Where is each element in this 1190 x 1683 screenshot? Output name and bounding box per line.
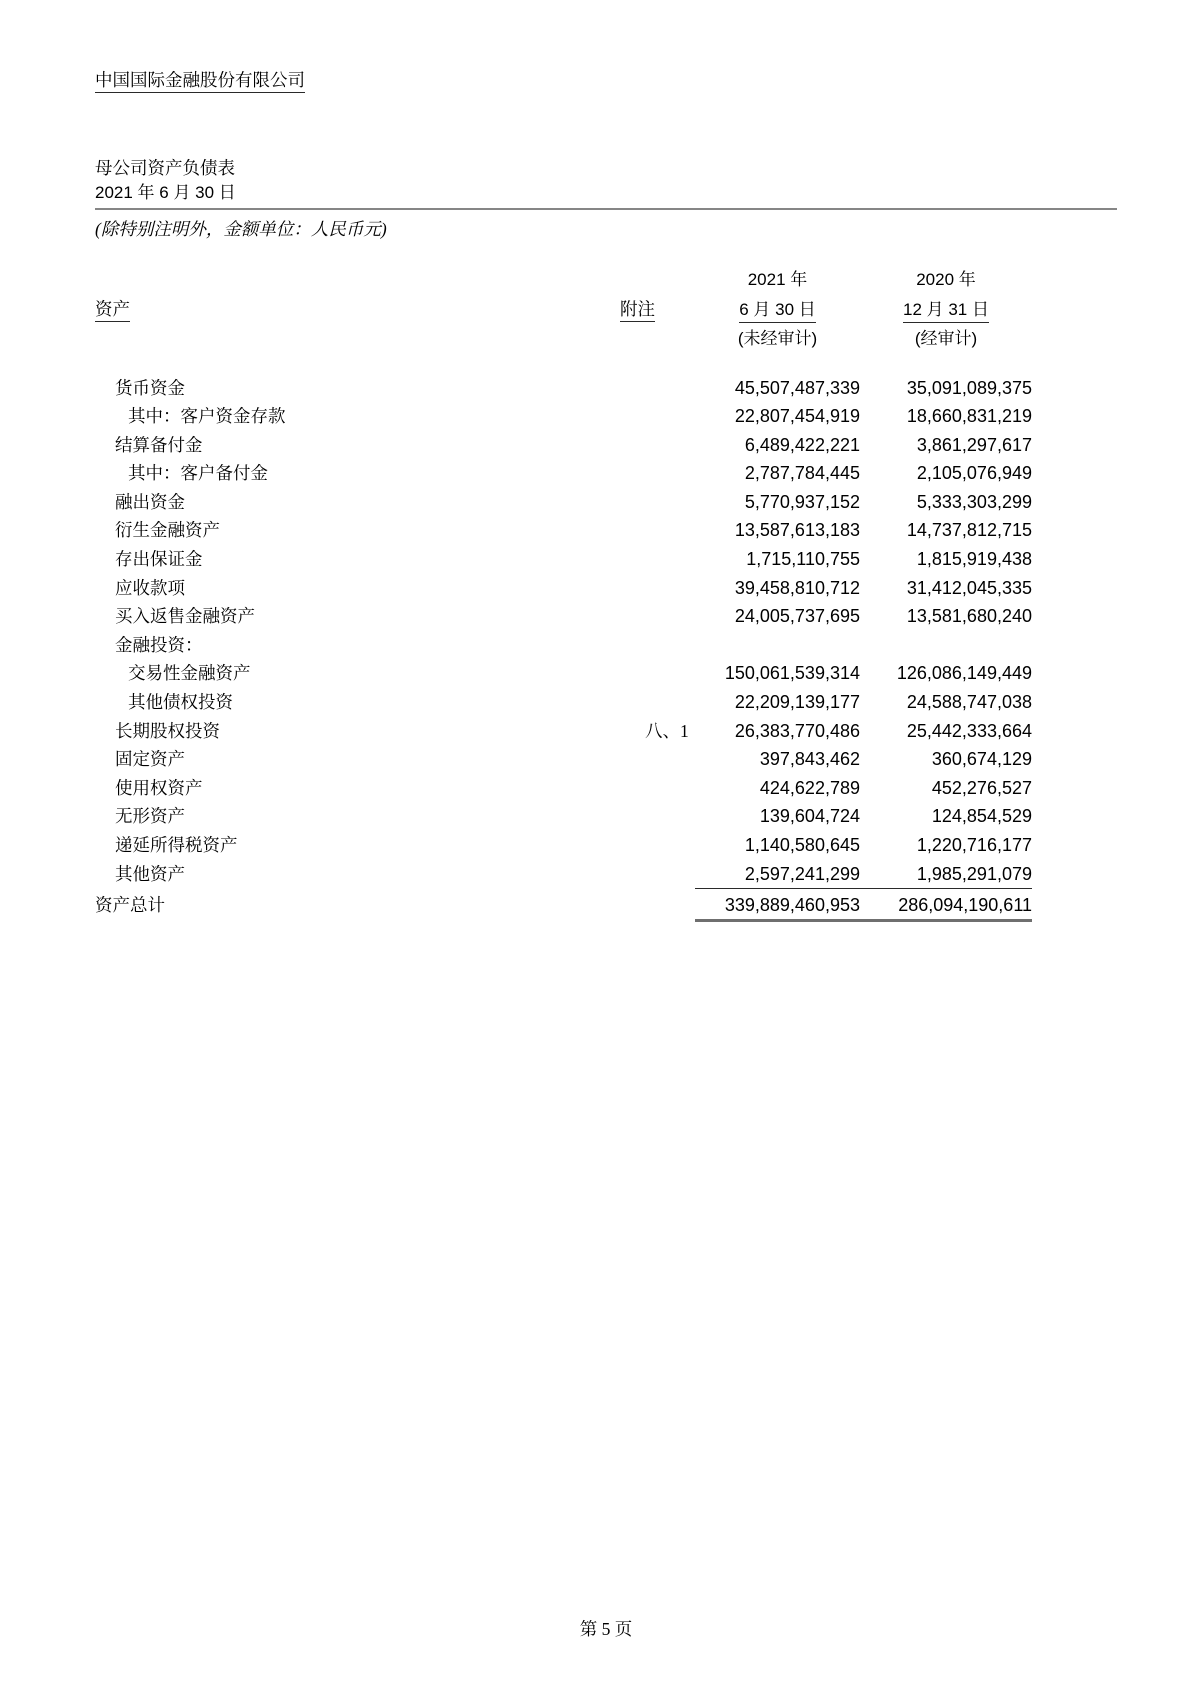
header-spacer <box>95 265 620 295</box>
row-label: 融出资金 <box>115 491 185 512</box>
header-spacer <box>620 324 695 354</box>
row-note <box>620 574 695 603</box>
row-value-2020: 25,442,333,664 <box>906 720 1032 741</box>
header-col1-audit: (未经审计) <box>737 329 818 348</box>
company-name-text: 中国国际金融股份有限公司 <box>95 70 305 93</box>
header-note-text: 附注 <box>620 298 655 322</box>
row-value-2020: 1,985,291,079 <box>916 863 1032 884</box>
row-label: 货币资金 <box>115 377 185 398</box>
row-note <box>620 659 695 688</box>
row-value-2021: 1,715,110,755 <box>746 549 860 570</box>
header-assets <box>95 295 620 325</box>
row-value-2021 <box>695 631 860 660</box>
row-note: 八、1 <box>645 720 689 741</box>
row-note <box>620 745 695 774</box>
total-value-2021: 339,889,460,953 <box>695 888 860 922</box>
row-value-2020: 13,581,680,240 <box>906 606 1032 627</box>
row-value-2021: 397,843,462 <box>759 749 860 770</box>
table-row <box>95 802 1032 831</box>
statement-title: 母公司资产负债表 <box>95 158 235 178</box>
header-col2-year: 2020 年 <box>916 270 976 289</box>
table-row <box>95 745 1032 774</box>
row-value-2021: 150,061,539,314 <box>724 663 860 684</box>
table-header <box>95 265 1032 354</box>
row-label: 其中：客户资金存款 <box>128 406 286 427</box>
row-value-2020: 14,737,812,715 <box>906 520 1032 541</box>
table-row <box>95 516 1032 545</box>
row-note <box>620 602 695 631</box>
row-value-2020: 5,333,303,299 <box>916 491 1032 512</box>
table-body <box>95 374 1117 889</box>
table-row <box>95 688 1032 717</box>
header-assets-text: 资产 <box>95 298 130 322</box>
header-col1-date <box>695 295 860 325</box>
row-note <box>620 831 695 860</box>
row-value-2020: 126,086,149,449 <box>896 663 1032 684</box>
row-label: 无形资产 <box>115 806 185 827</box>
row-note <box>620 374 695 403</box>
row-note <box>620 459 695 488</box>
statement-date: 2021 年 6 月 30 日 <box>95 181 1117 210</box>
row-label: 其他债权投资 <box>128 692 233 713</box>
row-value-2020: 1,220,716,177 <box>916 835 1032 855</box>
row-value-2021: 45,507,487,339 <box>734 377 860 398</box>
row-value-2020: 3,861,297,617 <box>916 434 1032 455</box>
row-note <box>620 631 695 660</box>
row-value-2020: 35,091,089,375 <box>906 377 1032 398</box>
row-value-2021: 2,787,784,445 <box>744 463 860 484</box>
table-row <box>95 717 1032 746</box>
table-row <box>95 374 1032 403</box>
header-spacer <box>95 324 620 354</box>
row-label: 结算备付金 <box>115 434 203 455</box>
row-label: 买入返售金融资产 <box>115 606 255 627</box>
row-value-2021: 22,209,139,177 <box>734 692 860 713</box>
row-value-2021: 6,489,422,221 <box>744 434 860 455</box>
company-name <box>95 68 1117 93</box>
table-row <box>95 659 1032 688</box>
row-label: 使用权资产 <box>115 777 203 798</box>
table-row <box>95 602 1032 631</box>
row-value-2021: 39,458,810,712 <box>734 577 860 598</box>
row-note <box>620 688 695 717</box>
unit-note: (除特别注明外，金额单位：人民币元) <box>95 219 387 239</box>
row-note <box>620 431 695 460</box>
total-label: 资产总计 <box>95 895 165 916</box>
total-row <box>95 888 1032 922</box>
row-label: 应收款项 <box>115 577 185 598</box>
row-note <box>620 545 695 574</box>
row-value-2020: 24,588,747,038 <box>906 692 1032 713</box>
row-value-2021: 424,622,789 <box>759 777 860 798</box>
row-value-2020: 18,660,831,219 <box>906 406 1032 427</box>
header-spacer <box>620 265 695 295</box>
header-col2-audit: (经审计) <box>914 329 978 348</box>
header-col1-year: 2021 年 <box>747 270 808 289</box>
row-value-2021: 5,770,937,152 <box>744 491 860 512</box>
total-value-2020: 286,094,190,611 <box>860 888 1032 922</box>
row-label: 其他资产 <box>115 863 185 884</box>
row-label: 金融投资： <box>115 634 203 655</box>
row-label: 递延所得税资产 <box>115 835 238 855</box>
row-note <box>620 774 695 803</box>
row-value-2021: 26,383,770,486 <box>734 720 860 741</box>
row-value-2021: 1,140,580,645 <box>744 835 860 855</box>
row-value-2020: 360,674,129 <box>931 749 1032 770</box>
row-value-2020: 31,412,045,335 <box>906 577 1032 598</box>
row-note <box>620 402 695 431</box>
row-value-2021: 24,005,737,695 <box>734 606 860 627</box>
row-value-2021: 2,597,241,299 <box>744 863 860 884</box>
row-label: 长期股权投资 <box>115 720 220 741</box>
row-value-2021: 139,604,724 <box>759 806 860 827</box>
row-note <box>620 516 695 545</box>
table-row <box>95 860 1032 889</box>
table-row <box>95 431 1032 460</box>
row-value-2021: 13,587,613,183 <box>734 520 860 541</box>
row-value-2020: 1,815,919,438 <box>916 549 1032 570</box>
row-value-2020: 2,105,076,949 <box>916 463 1032 484</box>
table-row <box>95 545 1032 574</box>
table-row <box>95 402 1032 431</box>
page-number: 第 5 页 <box>579 1619 633 1639</box>
header-col1-date-text: 6 月 30 日 <box>739 299 816 323</box>
row-value-2020: 124,854,529 <box>931 806 1032 827</box>
page-footer <box>95 1616 1117 1642</box>
table-row <box>95 459 1032 488</box>
table-row <box>95 631 1032 660</box>
row-label: 存出保证金 <box>115 549 203 570</box>
row-value-2021: 22,807,454,919 <box>734 406 860 427</box>
row-note <box>620 488 695 517</box>
row-value-2020: 452,276,527 <box>931 777 1032 798</box>
header-note <box>620 295 695 325</box>
total-note <box>620 888 695 922</box>
row-label: 固定资产 <box>115 749 185 770</box>
row-label: 衍生金融资产 <box>115 520 220 541</box>
row-value-2020 <box>860 631 1032 660</box>
row-note <box>620 802 695 831</box>
table-row <box>95 831 1032 860</box>
header-col2-date-text: 12 月 31 日 <box>903 299 989 323</box>
row-label: 其中：客户备付金 <box>128 463 268 484</box>
table-row <box>95 574 1032 603</box>
page-content <box>95 0 1117 922</box>
row-label: 交易性金融资产 <box>128 663 251 684</box>
table-row <box>95 774 1032 803</box>
table-row <box>95 488 1032 517</box>
row-note <box>620 860 695 889</box>
header-col2-date <box>860 295 1032 325</box>
